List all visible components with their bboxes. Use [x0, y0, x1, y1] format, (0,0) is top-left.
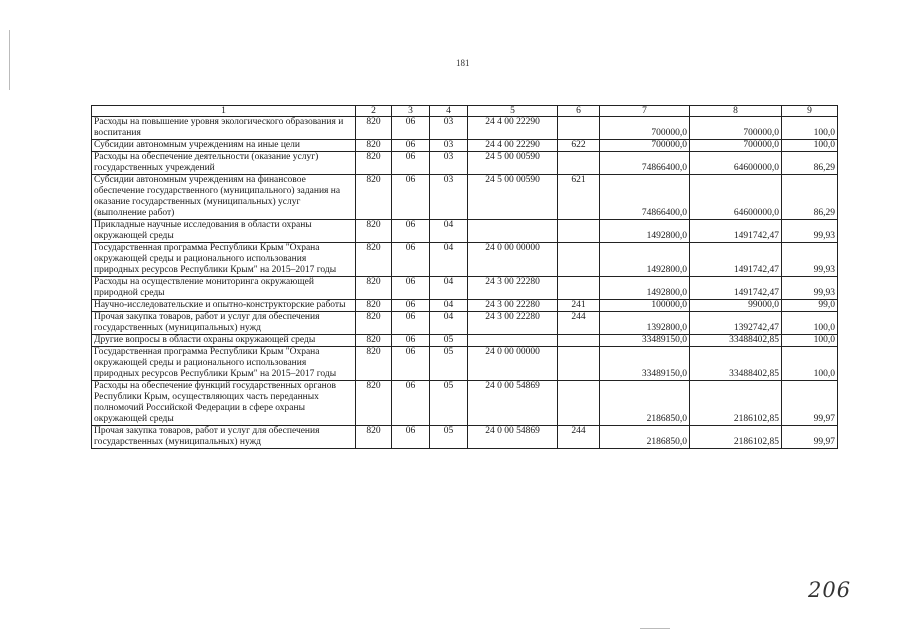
- row-subsection-cell: 03: [430, 152, 468, 175]
- row-actual-amount-cell: 1491742,47: [690, 220, 782, 243]
- row-name-cell: Субсидии автономным учреждениям на иные цели: [92, 140, 356, 152]
- column-header: 7: [600, 106, 690, 117]
- row-expense-type-cell: 622: [558, 140, 600, 152]
- row-name-cell: Государственная программа Республики Крым "Охрана окружающей среды и рационального использования природных ресурсов Республики Крым" на 2015–2017 годы: [92, 347, 356, 381]
- row-plan-amount-cell: 1492800,0: [600, 243, 690, 277]
- row-admin-code-cell: 820: [356, 347, 392, 381]
- table-row: [92, 312, 838, 335]
- table-row: [92, 140, 838, 152]
- table-row: [92, 243, 838, 277]
- row-plan-amount-cell: 1492800,0: [600, 220, 690, 243]
- row-plan-amount-cell: 2186850,0: [600, 426, 690, 449]
- row-section-cell: 06: [392, 381, 430, 426]
- row-expense-type-cell: [558, 152, 600, 175]
- row-target-article-cell: 24 0 00 54869: [468, 381, 558, 426]
- row-subsection-cell: 05: [430, 381, 468, 426]
- row-admin-code-cell: 820: [356, 152, 392, 175]
- row-percent-cell: 86,29: [782, 152, 838, 175]
- row-plan-amount-cell: 1492800,0: [600, 277, 690, 300]
- table-body: [92, 117, 838, 449]
- row-expense-type-cell: 244: [558, 312, 600, 335]
- row-target-article-cell: 24 3 00 22280: [468, 312, 558, 335]
- row-subsection-cell: 05: [430, 347, 468, 381]
- table-row: [92, 117, 838, 140]
- row-plan-amount-cell: 74866400,0: [600, 175, 690, 220]
- row-expense-type-cell: 621: [558, 175, 600, 220]
- row-name-cell: Расходы на обеспечение функций государственных органов Республики Крым, осуществляющих часть переданных полномочий Российской Федерации в сфере охраны окружающей среды: [92, 381, 356, 426]
- row-percent-cell: 99,97: [782, 426, 838, 449]
- row-admin-code-cell: 820: [356, 426, 392, 449]
- row-plan-amount-cell: 74866400,0: [600, 152, 690, 175]
- table-row: [92, 300, 838, 312]
- table-header-row: [92, 106, 838, 117]
- row-percent-cell: 99,93: [782, 277, 838, 300]
- table-row: [92, 152, 838, 175]
- row-actual-amount-cell: 2186102,85: [690, 426, 782, 449]
- row-section-cell: 06: [392, 335, 430, 347]
- row-admin-code-cell: 820: [356, 140, 392, 152]
- row-name-cell: Прочая закупка товаров, работ и услуг для обеспечения государственных (муниципальных) нужд: [92, 312, 356, 335]
- row-expense-type-cell: [558, 220, 600, 243]
- row-section-cell: 06: [392, 152, 430, 175]
- row-expense-type-cell: [558, 335, 600, 347]
- row-section-cell: 06: [392, 277, 430, 300]
- row-percent-cell: 86,29: [782, 175, 838, 220]
- row-section-cell: 06: [392, 300, 430, 312]
- row-expense-type-cell: 244: [558, 426, 600, 449]
- row-actual-amount-cell: 64600000,0: [690, 175, 782, 220]
- row-target-article-cell: [468, 335, 558, 347]
- table-row: [92, 335, 838, 347]
- row-actual-amount-cell: 1491742,47: [690, 243, 782, 277]
- row-section-cell: 06: [392, 175, 430, 220]
- column-header: 6: [558, 106, 600, 117]
- row-plan-amount-cell: 700000,0: [600, 117, 690, 140]
- row-plan-amount-cell: 33489150,0: [600, 347, 690, 381]
- row-section-cell: 06: [392, 426, 430, 449]
- table-row: [92, 347, 838, 381]
- table-row: [92, 220, 838, 243]
- row-subsection-cell: 05: [430, 426, 468, 449]
- row-actual-amount-cell: 33488402,85: [690, 335, 782, 347]
- row-admin-code-cell: 820: [356, 175, 392, 220]
- scan-mark-left: [9, 30, 10, 90]
- row-section-cell: 06: [392, 140, 430, 152]
- row-plan-amount-cell: 33489150,0: [600, 335, 690, 347]
- row-percent-cell: 100,0: [782, 335, 838, 347]
- row-target-article-cell: 24 0 00 00000: [468, 243, 558, 277]
- row-percent-cell: 100,0: [782, 117, 838, 140]
- row-section-cell: 06: [392, 117, 430, 140]
- row-subsection-cell: 03: [430, 140, 468, 152]
- row-target-article-cell: 24 5 00 00590: [468, 152, 558, 175]
- column-header: 4: [430, 106, 468, 117]
- column-header: 3: [392, 106, 430, 117]
- row-target-article-cell: 24 3 00 22280: [468, 300, 558, 312]
- row-percent-cell: 99,93: [782, 243, 838, 277]
- budget-table: [91, 105, 838, 449]
- row-name-cell: Другие вопросы в области охраны окружающей среды: [92, 335, 356, 347]
- row-section-cell: 06: [392, 312, 430, 335]
- row-plan-amount-cell: 1392800,0: [600, 312, 690, 335]
- row-target-article-cell: 24 5 00 00590: [468, 175, 558, 220]
- row-actual-amount-cell: 700000,0: [690, 117, 782, 140]
- row-actual-amount-cell: 99000,0: [690, 300, 782, 312]
- handwritten-page-number: 206: [808, 578, 852, 602]
- row-name-cell: Субсидии автономным учреждениям на финансовое обеспечение государственного (муниципального) задания на оказание государственных (муниципальных) услуг (выполнение работ): [92, 175, 356, 220]
- row-name-cell: Расходы на повышение уровня экологического образования и воспитания: [92, 117, 356, 140]
- row-name-cell: Расходы на обеспечение деятельности (оказание услуг) государственных учреждений: [92, 152, 356, 175]
- row-target-article-cell: 24 3 00 22280: [468, 277, 558, 300]
- row-admin-code-cell: 820: [356, 220, 392, 243]
- row-target-article-cell: [468, 220, 558, 243]
- row-target-article-cell: 24 4 00 22290: [468, 140, 558, 152]
- row-section-cell: 06: [392, 347, 430, 381]
- row-expense-type-cell: [558, 347, 600, 381]
- column-header: 9: [782, 106, 838, 117]
- row-admin-code-cell: 820: [356, 335, 392, 347]
- row-expense-type-cell: [558, 243, 600, 277]
- row-admin-code-cell: 820: [356, 277, 392, 300]
- row-admin-code-cell: 820: [356, 312, 392, 335]
- scan-mark-bottom: [640, 628, 670, 629]
- row-actual-amount-cell: 1491742,47: [690, 277, 782, 300]
- table-row: [92, 277, 838, 300]
- row-subsection-cell: 05: [430, 335, 468, 347]
- row-percent-cell: 99,0: [782, 300, 838, 312]
- row-percent-cell: 99,97: [782, 381, 838, 426]
- row-plan-amount-cell: 700000,0: [600, 140, 690, 152]
- row-percent-cell: 100,0: [782, 312, 838, 335]
- row-target-article-cell: 24 0 00 54869: [468, 426, 558, 449]
- row-name-cell: Научно-исследовательские и опытно-конструкторские работы: [92, 300, 356, 312]
- row-plan-amount-cell: 2186850,0: [600, 381, 690, 426]
- table-row: [92, 426, 838, 449]
- table-row: [92, 175, 838, 220]
- row-name-cell: Расходы на осуществление мониторинга окружающей природной среды: [92, 277, 356, 300]
- row-target-article-cell: 24 4 00 22290: [468, 117, 558, 140]
- row-admin-code-cell: 820: [356, 117, 392, 140]
- row-target-article-cell: 24 0 00 00000: [468, 347, 558, 381]
- row-subsection-cell: 04: [430, 300, 468, 312]
- row-subsection-cell: 03: [430, 117, 468, 140]
- row-subsection-cell: 04: [430, 312, 468, 335]
- row-name-cell: Прочая закупка товаров, работ и услуг для обеспечения государственных (муниципальных) нужд: [92, 426, 356, 449]
- row-name-cell: Прикладные научные исследования в области охраны окружающей среды: [92, 220, 356, 243]
- row-admin-code-cell: 820: [356, 300, 392, 312]
- row-actual-amount-cell: 64600000,0: [690, 152, 782, 175]
- row-actual-amount-cell: 1392742,47: [690, 312, 782, 335]
- column-header: 8: [690, 106, 782, 117]
- page-number: 181: [456, 58, 470, 68]
- row-admin-code-cell: 820: [356, 243, 392, 277]
- row-admin-code-cell: 820: [356, 381, 392, 426]
- row-actual-amount-cell: 700000,0: [690, 140, 782, 152]
- row-expense-type-cell: [558, 277, 600, 300]
- row-percent-cell: 99,93: [782, 220, 838, 243]
- row-section-cell: 06: [392, 243, 430, 277]
- row-expense-type-cell: 241: [558, 300, 600, 312]
- row-percent-cell: 100,0: [782, 140, 838, 152]
- table-row: [92, 381, 838, 426]
- row-percent-cell: 100,0: [782, 347, 838, 381]
- row-name-cell: Государственная программа Республики Крым "Охрана окружающей среды и рационального использования природных ресурсов Республики Крым" на 2015–2017 годы: [92, 243, 356, 277]
- row-actual-amount-cell: 33488402,85: [690, 347, 782, 381]
- row-subsection-cell: 04: [430, 220, 468, 243]
- row-actual-amount-cell: 2186102,85: [690, 381, 782, 426]
- row-subsection-cell: 04: [430, 243, 468, 277]
- column-header: 2: [356, 106, 392, 117]
- row-plan-amount-cell: 100000,0: [600, 300, 690, 312]
- row-subsection-cell: 04: [430, 277, 468, 300]
- row-expense-type-cell: [558, 381, 600, 426]
- column-header: 1: [92, 106, 356, 117]
- row-expense-type-cell: [558, 117, 600, 140]
- row-section-cell: 06: [392, 220, 430, 243]
- row-subsection-cell: 03: [430, 175, 468, 220]
- column-header: 5: [468, 106, 558, 117]
